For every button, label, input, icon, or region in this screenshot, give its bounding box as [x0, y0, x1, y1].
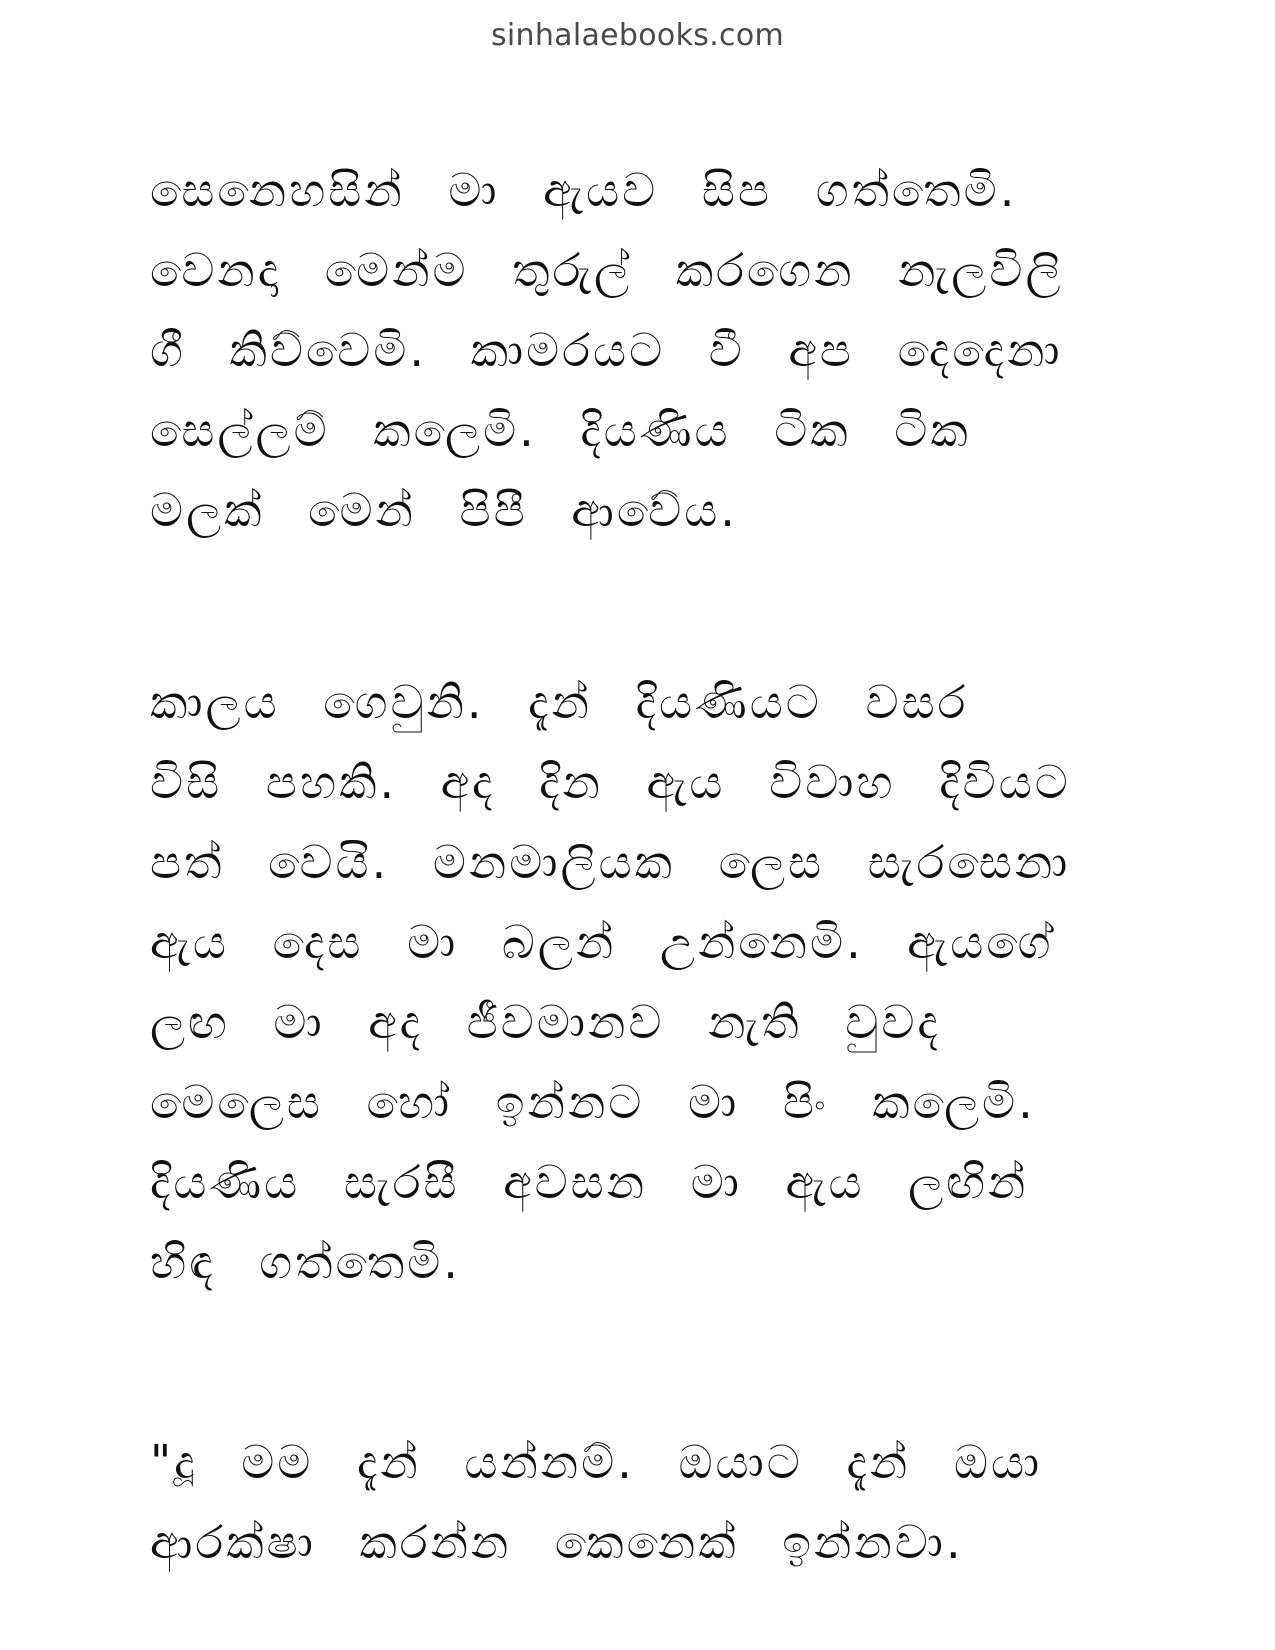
paragraph-2: [150, 662, 1110, 1142]
paragraph-1: [150, 150, 1110, 550]
text-line: වෙනදා මෙන්ම තුරුල් කරගෙන නැලවිලි: [150, 243, 1064, 297]
story-body: [150, 150, 1110, 1582]
text-line: "දූ මම දැන් යන්නම්. ඔයාට දැන් ඔයා: [150, 1435, 1043, 1489]
text-line: කාලය ගෙවුනි. දැන් දියණියට වසර: [150, 675, 969, 729]
text-line: මෙලෙස හෝ ඉන්නට මා පිං කලෙමි.: [150, 1075, 1036, 1129]
paragraph-4: [150, 1422, 1110, 1582]
text-line: ලඟ මා අද ජීවමානව නැති වුවද: [150, 995, 941, 1049]
text-line: ගී කිව්වෙමි. කාමරයට වී අප දෙදෙනා: [150, 323, 1063, 377]
text-line: සෙනෙහසින් මා ඇයව සිප ගත්තෙමි.: [150, 163, 1018, 217]
paragraph-3: [150, 1142, 1110, 1302]
text-line: දියණිය සැරසී අවසන මා ඇය ලඟින්: [150, 1155, 1029, 1209]
text-line: පත් වෙයි. මනමාලියක ලෙස සැරසෙනා: [150, 835, 1071, 889]
paragraph-spacer: [150, 1302, 1110, 1422]
text-line: ඇය දෙස මා බලන් උන්නෙමි. ඇයගේ: [150, 915, 1054, 969]
site-header: sinhalaebooks.com: [490, 18, 784, 53]
paragraph-spacer: [150, 550, 1110, 662]
text-line: විසි පහකි. අද දින ඇය විවාහ දිවියට: [150, 755, 1071, 809]
text-line: ආරක්ෂා කරන්න කෙනෙක් ඉන්නවා.: [150, 1515, 964, 1569]
text-line: මලක් මෙන් පිපී ආවේය.: [150, 483, 738, 537]
text-line: සෙල්ලම් කලෙමි. දියණිය ටික ටික: [150, 403, 971, 457]
text-line: හිඳ ගත්තෙමි.: [150, 1235, 461, 1289]
